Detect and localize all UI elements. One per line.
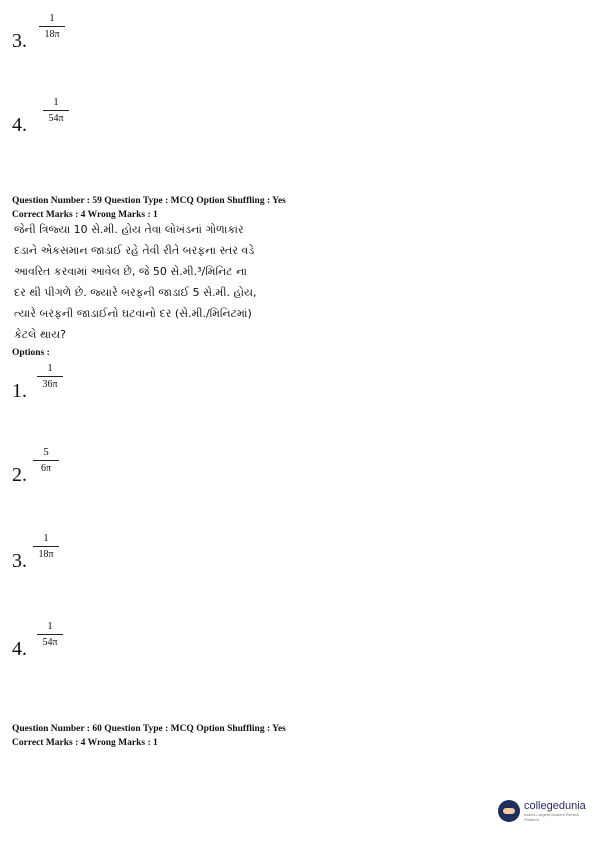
option-number: 1. (12, 380, 27, 402)
logo-name: collegedunia (524, 800, 586, 812)
fraction (38, 12, 66, 40)
fraction-denominator: 18π (38, 549, 54, 560)
question-marks: Correct Marks : 4 Wrong Marks : 1 (12, 210, 158, 220)
option-number: 4. (12, 638, 27, 660)
question-marks: Correct Marks : 4 Wrong Marks : 1 (12, 738, 158, 748)
fraction-numerator: 5 (43, 446, 49, 458)
question-line: દર થી પીગળે છે. જ્યારે બરફની જાડાઈ 5 સે.મી. હોય, (14, 286, 257, 299)
fraction-numerator: 1 (47, 362, 53, 374)
logo-icon (498, 800, 520, 822)
fraction (42, 96, 70, 124)
question-text (14, 219, 344, 345)
fraction (36, 620, 64, 648)
logo-tagline: India's Largest Student Review Platform (524, 812, 580, 822)
logo-text (524, 800, 595, 822)
options-label: Options : (12, 348, 50, 358)
fraction-numerator: 1 (53, 96, 59, 108)
fraction (32, 532, 60, 560)
option-number: 3. (12, 30, 27, 52)
question-line: ત્યારે બરફની જાડાઈનો ઘટવાનો દર (સે.મી./મિનિટમાં) (14, 307, 252, 320)
option-number: 4. (12, 114, 27, 136)
fraction-denominator: 36π (42, 379, 58, 390)
collegedunia-logo (498, 800, 595, 822)
question-line: જેની ત્રિજ્યા 10 સે.મી. હોય તેવા લોખંડનાં ગોળાકાર (14, 223, 244, 236)
question-line: કેટલે થાય? (14, 328, 66, 341)
question-line: દડાને એકસમાન જાડાઈ રહે તેવી રીતે બરફના સ્તર વડે (14, 244, 255, 257)
fraction (32, 446, 60, 474)
fraction-denominator: 54π (42, 637, 58, 648)
fraction-numerator: 1 (43, 532, 49, 544)
fraction (36, 362, 64, 390)
option-number: 3. (12, 550, 27, 572)
fraction-numerator: 1 (49, 12, 55, 24)
question-line: આવરિત કરવામાં આવેલ છે, જે 50 સે.મી.³/મિનિટ ના (14, 265, 247, 278)
option-number: 2. (12, 464, 27, 486)
fraction-denominator: 6π (40, 463, 52, 474)
fraction-denominator: 18π (44, 29, 60, 40)
question-header: Question Number : 59 Question Type : MCQ Option Shuffling : Yes (12, 196, 286, 206)
fraction-denominator: 54π (48, 113, 64, 124)
question-header: Question Number : 60 Question Type : MCQ Option Shuffling : Yes (12, 724, 286, 734)
fraction-numerator: 1 (47, 620, 53, 632)
